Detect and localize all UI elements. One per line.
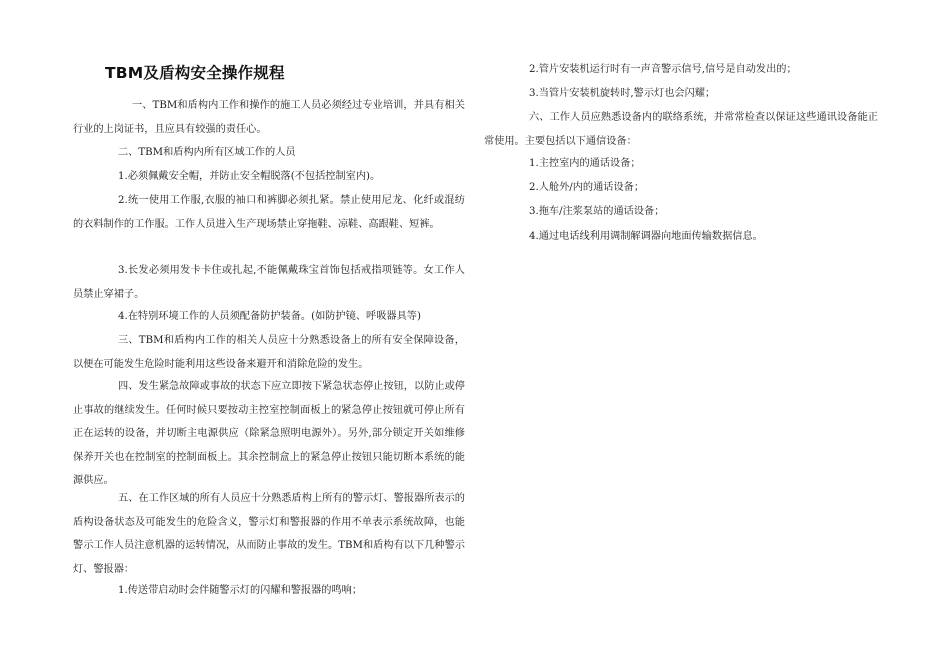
list-item-helmet: 1.必须佩戴安全帽，并防止安全帽脱落(不包括控制室内)。 <box>118 171 381 182</box>
paragraph-section-1: 一、TBM和盾构内工作和操作的施工人员必须经过专业培训，并具有相关行业的上岗证书，且应具有较强的责任心。 <box>73 100 465 135</box>
paragraph-section-2-heading: 二、TBM和盾构内所有区域工作的人员 <box>118 147 296 158</box>
list-item-trailer-phone: 3.拖车/注浆泵站的通话设备； <box>529 206 665 217</box>
list-item-modem-data: 4.通过电话线利用调制解调器向地面传输数据信息。 <box>529 231 763 242</box>
list-item-workwear: 2.统一使用工作服,衣服的袖口和裤脚必须扎紧。禁止使用尼龙、化纤或混纺的衣料制作的工作服。工作人员进入生产现场禁止穿拖鞋、凉鞋、高跟鞋、短裤。 <box>73 195 465 230</box>
paragraph-section-6: 六、工作人员应熟悉设备内的联络系统，并常常检查以保证这些通讯设备能正常使用。主要包括以下通信设备： <box>484 112 878 147</box>
list-item-erector-sound: 2.管片安装机运行时有一声音警示信号,信号是自动发出的； <box>529 64 797 75</box>
list-item-hair: 3.长发必须用发卡卡住或扎起,不能佩戴珠宝首饰包括戒指项链等。女工作人员禁止穿裙子。 <box>73 265 465 300</box>
list-item-manlock-phone: 2.人舱外/内的通话设备； <box>529 182 645 193</box>
list-item-conveyor-warning: 1.传送带启动时会伴随警示灯的闪耀和警报器的鸣响； <box>118 585 363 596</box>
document-title: TBM及盾构安全操作规程 <box>105 64 285 82</box>
list-item-control-room-phone: 1.主控室内的通话设备； <box>529 158 641 169</box>
list-item-erector-light: 3.当管片安装机旋转时,警示灯也会闪耀； <box>529 88 716 99</box>
list-item-protective-gear: 4.在特别环境工作的人员须配备防护装备。(如防护镜、呼吸器具等) <box>118 311 421 322</box>
paragraph-section-4: 四、发生紧急故障或事故的状态下应立即按下紧急状态停止按钮，以防止或停止事故的继续发生。任何时候只要按动主控室控制面板上的紧急停止按钮就可停止所有正在运转的设备，并切断主电源供应（除紧急照明电源外）。另外,部分锁定开关如维修保养开关也在控制室的控制面板上。其余控制盒上的紧急停止按钮只能切断本系统的能源供应。 <box>73 381 465 486</box>
paragraph-section-3: 三、TBM和盾构内工作的相关人员应十分熟悉设备上的所有安全保障设备，以便在可能发生危险时能利用这些设备来避开和消除危险的发生。 <box>73 335 465 370</box>
paragraph-section-5: 五、在工作区域的所有人员应十分熟悉盾构上所有的警示灯、警报器所表示的盾构设备状态及可能发生的危险含义，警示灯和警报器的作用不单表示系统故障，也能警示工作人员注意机器的运转情况，从而防止事故的发生。TBM和盾构有以下几种警示灯、警报器： <box>73 493 465 575</box>
